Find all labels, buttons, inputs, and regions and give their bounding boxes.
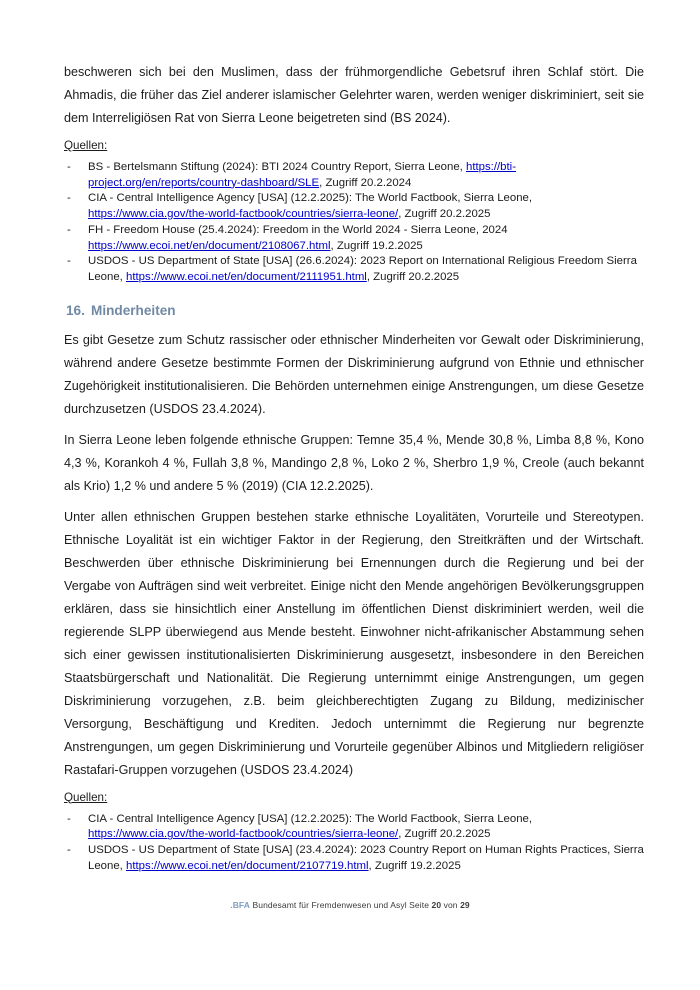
sources-list-1	[64, 160, 644, 286]
source-item	[64, 812, 644, 843]
source-citation: CIA - Central Intelligence Agency [USA] (12.2.2025): The World Factbook, Sierra Leone,	[88, 812, 533, 825]
source-item	[64, 160, 644, 191]
list-dash: -	[67, 844, 71, 857]
source-text	[88, 843, 644, 874]
source-link[interactable]: https://www.cia.gov/the-world-factbook/countries/sierra-leone/	[88, 208, 399, 221]
source-text	[88, 160, 644, 191]
paragraph-religion-continued: beschweren sich bei den Muslimen, dass der frühmorgendliche Gebetsruf ihren Schlaf stört. Die Ahmadis, die früher das Ziel anderer islamischer Gelehrter waren, werden weniger diskriminiert, seit sie dem Interreligiösen Rat von Sierra Leone beigetreten sind (BS 2024).	[64, 65, 644, 125]
source-citation: BS - Bertelsmann Stiftung (2024): BTI 2024 Country Report, Sierra Leone,	[88, 161, 466, 173]
source-text	[88, 223, 644, 254]
source-access-date: , Zugriff 20.2.2025	[398, 208, 491, 221]
section-title: Minderheiten	[91, 302, 176, 318]
sources-label-1: Quellen:	[64, 139, 108, 152]
source-item	[64, 191, 644, 222]
source-item	[64, 254, 644, 285]
source-access-date: , Zugriff 20.2.2025	[398, 828, 491, 841]
list-dash: -	[67, 161, 71, 173]
footer-page-total: 29	[460, 900, 470, 910]
footer-von-label: von	[443, 900, 458, 910]
source-link[interactable]: https://www.ecoi.net/en/document/2107719.html	[126, 859, 369, 872]
paragraph-ethnic-loyalties: Unter allen ethnischen Gruppen bestehen starke ethnische Loyalitäten, Vorurteile und Stereotypen. Ethnische Loyalität ist ein wichtiger Faktor in der Regierung, den Streitkräften und der Wirtschaft. Beschwerden über ethnische Diskriminierung bei Ernennungen durch die Regierung und bei der Vergabe von Aufträgen sind weit verbreitet. Einige nicht den Mende angehörigen Bevölkerungsgruppen erklären, dass sie hinsichtlich einer Anstellung im öffentlichen Dienst diskriminiert werden, weil die regierende SLPP überwiegend aus Mende besteht. Einwohner nicht-afrikanischer Abstammung sehen sich einer gewissen institutionalisierten Diskriminierung ausgesetzt, insbesondere in den Bereichen Staatsbürgerschaft und Nationalität. Die Regierung unternimmt einige Anstrengungen, um gegen Diskriminierung vorzugehen, z.B. beim gleichberechtigten Zugang zu Bildung, medizinischer Versorgung, Beschäftigung und Krediten. Jedoch unternimmt die Regierung nur begrenzte Anstrengungen, um gegen Diskriminierung und Vorurteile gegenüber Albinos und Mitgliedern religiöser Rastafari-Gruppen vorzugehen (USDOS 23.4.2024)	[64, 509, 644, 777]
source-text	[88, 812, 644, 843]
list-dash: -	[67, 255, 71, 268]
source-access-date: , Zugriff 19.2.2025	[368, 859, 461, 872]
source-access-date: , Zugriff 20.2.2025	[366, 270, 460, 283]
footer-page-number: 20	[431, 900, 442, 910]
list-dash: -	[67, 812, 71, 825]
footer-org-name: Bundesamt für Fremdenwesen und Asyl	[252, 900, 407, 910]
source-link[interactable]: https://www.cia.gov/the-world-factbook/countries/sierra-leone/	[88, 828, 399, 841]
source-access-date: , Zugriff 19.2.2025	[330, 239, 423, 252]
source-access-date: , Zugriff 20.2.2024	[319, 176, 412, 189]
source-text	[88, 191, 644, 222]
source-item	[64, 223, 644, 254]
source-citation: USDOS - US Department of State [USA] (26.6.2024): 2023 Report on International Religious Freedom Sierra Leone,	[88, 255, 637, 283]
source-link[interactable]: https://www.ecoi.net/en/document/2108067.html	[88, 239, 331, 252]
list-dash: -	[67, 192, 71, 205]
source-link[interactable]: https://bti-project.org/en/reports/country-dashboard/SLE	[88, 161, 516, 189]
sources-list-2	[64, 812, 644, 875]
source-citation: CIA - Central Intelligence Agency [USA] (12.2.2025): The World Factbook, Sierra Leone,	[88, 192, 533, 205]
source-citation: FH - Freedom House (25.4.2024): Freedom in the World 2024 - Sierra Leone, 2024	[88, 223, 508, 236]
source-item	[64, 843, 644, 874]
sources-label-2: Quellen:	[64, 790, 108, 804]
source-citation: USDOS - US Department of State [USA] (23.4.2024): 2023 Country Report on Human Rights Practices, Sierra Leone,	[88, 844, 644, 872]
section-heading-minderheiten	[64, 302, 644, 320]
footer-page-label: Seite	[409, 900, 430, 910]
list-dash: -	[67, 223, 71, 236]
paragraph-ethnic-groups: In Sierra Leone leben folgende ethnische Gruppen: Temne 35,4 %, Mende 30,8 %, Limba 8,8 %, Kono 4,3 %, Korankoh 4 %, Fullah 3,8 %, Mandingo 2,8 %, Loko 2 %, Sherbro 1,9 %, Creole (auch bekannt als Krio) 1,2 % und andere 5 % (2019) (CIA 12.2.2025).	[64, 432, 644, 493]
bfa-logo: .BFA	[230, 900, 250, 910]
source-link[interactable]: https://www.ecoi.net/en/document/2111951.html	[126, 270, 367, 283]
source-text	[88, 254, 644, 285]
page-footer	[0, 899, 700, 911]
section-number: 16.	[66, 302, 85, 318]
paragraph-laws: Es gibt Gesetze zum Schutz rassischer oder ethnischer Minderheiten vor Gewalt oder Diskriminierung, während andere Gesetze bestimmte Formen der Diskriminierung aufgrund von Ethnie und ethnischer Zugehörigkeit institutionalisieren. Die Behörden unternehmen einige Anstrengungen, um diese Gesetze durchzusetzen (USDOS 23.4.2024).	[64, 332, 644, 416]
